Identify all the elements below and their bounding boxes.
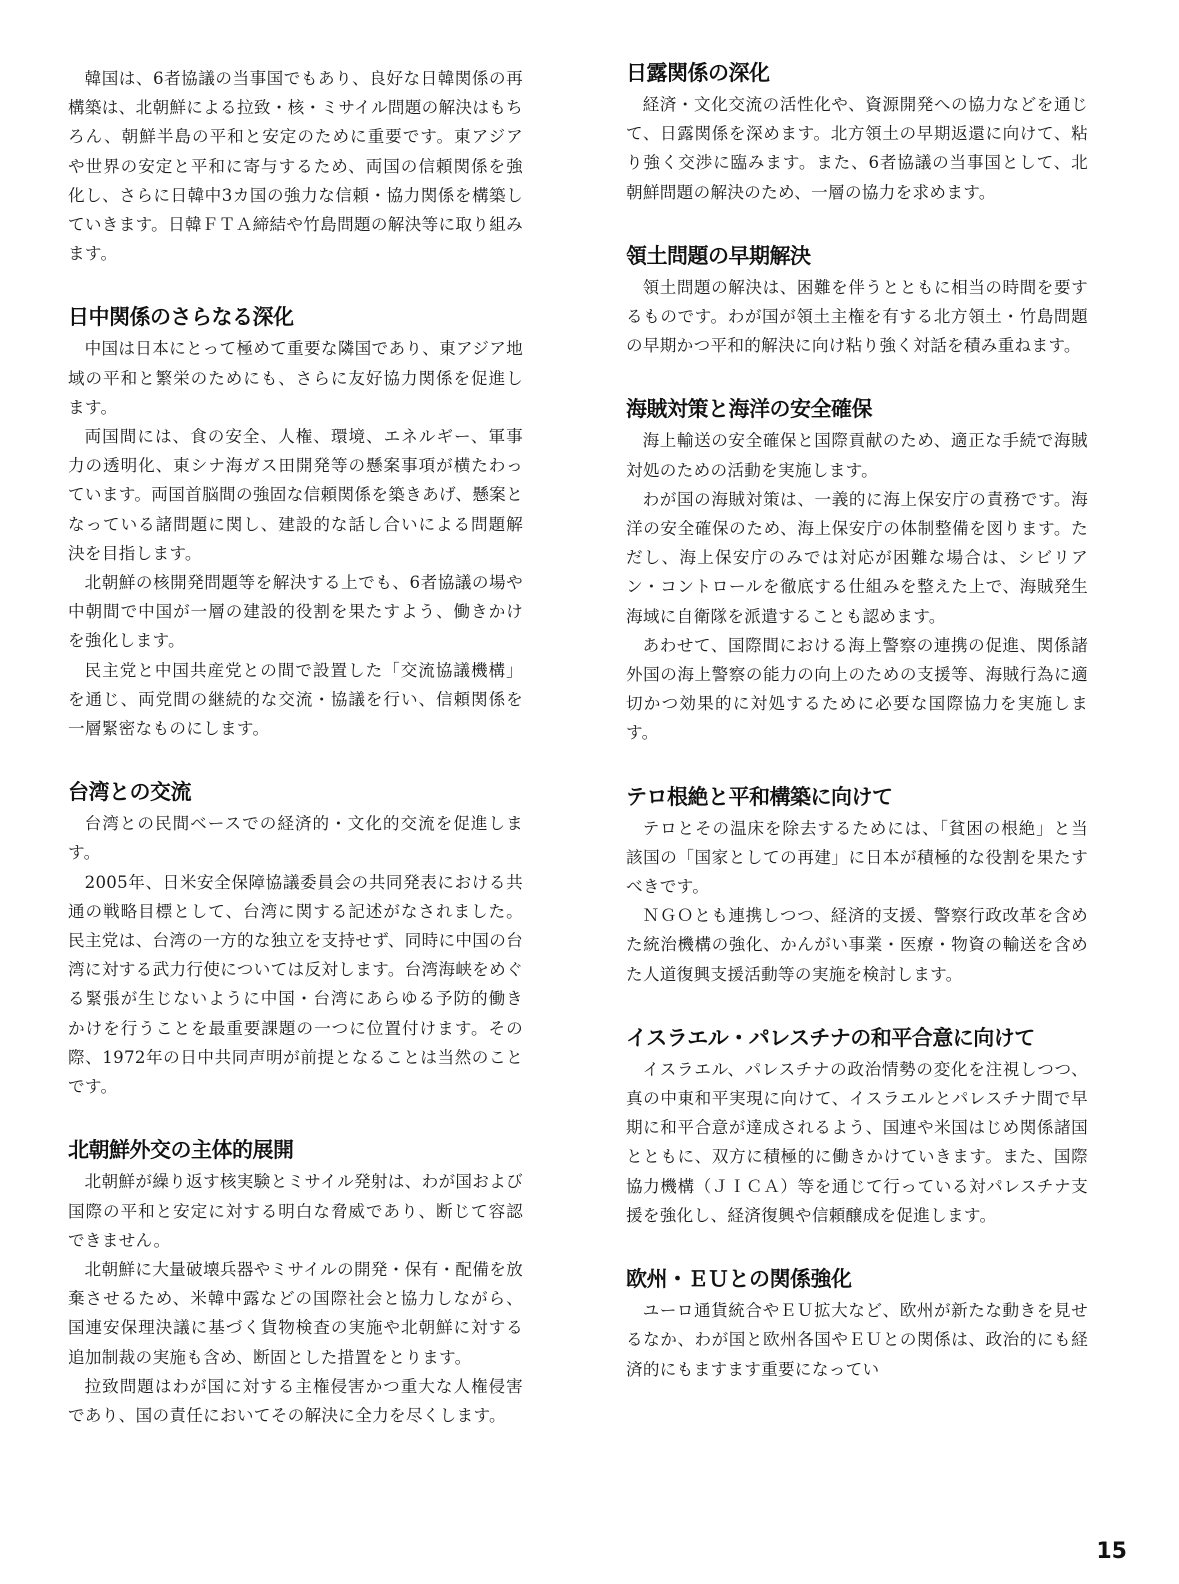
section-heading: 日露関係の深化 [626,61,770,85]
paragraph: 拉致問題はわが国に対する主権侵害かつ重大な人権侵害であり、国の責任においてその解決に全力を尽くします。 [68,1376,523,1425]
section-heading: 欧州・ＥＵとの関係強化 [626,1267,852,1292]
paragraph: 中国は日本にとって極めて重要な隣国であり、東アジア地域の平和と繁栄のためにも、さらに友好協力関係を促進します。 [68,339,523,417]
section-heading: イスラエル・パレスチナの和平合意に向けて [626,1025,1035,1050]
paragraph: ＮＧＯとも連携しつつ、経済的支援、警察行政改革を含めた統治機構の強化、かんがい事業・医療・物資の輸送を含めた人道復興支援活動等の実施を検討します。 [626,906,1088,984]
section-taiwan [68,777,523,1101]
section-terrorism [626,782,1088,989]
paragraph: 領土問題の解決は、困難を伴うとともに相当の時間を要するものです。わが国が領土主権を有する北方領土・竹島問題の早期かつ平和的解決に向け粘り強く対話を積み重ねます。 [626,277,1088,356]
section-territory [626,241,1088,361]
paragraph: 北朝鮮に大量破壊兵器やミサイルの開発・保有・配備を放棄させるため、米韓中露などの国際社会と協力しながら、国連安保理決議に基づく貨物検査の実施や北朝鮮に対する追加制裁の実施も含め、断固とした措置をとります。 [68,1259,523,1367]
paragraph: ユーロ通貨統合やＥＵ拡大など、欧州が新たな動きを見せるなか、わが国と欧州各国やＥＵとの関係は、政治的にも経済的にもますます重要になってい [626,1301,1088,1379]
section-heading: 台湾との交流 [68,780,191,805]
paragraph: 民主党と中国共産党との間で設置した「交流協議機構」を通じ、両党間の継続的な交流・協議を行い、信頼関係を一層緊密なものにします。 [68,660,523,739]
section-heading: 北朝鮮外交の主体的展開 [68,1138,294,1163]
paragraph: 韓国は、6者協議の当事国でもあり、良好な日韓関係の再構築は、北朝鮮による拉致・核・ミサイル問題の解決はもちろん、朝鮮半島の平和と安定のために重要です。東アジアや世界の安定と平和に寄与するため、両国の信頼関係を強化し、さらに日韓中3カ国の強力な信頼・協力関係を構築していきます。日韓ＦＴＡ締結や竹島問題の解決等に取り組みます。 [68,69,523,264]
paragraph: 北朝鮮の核開発問題等を解決する上でも、6者協議の場や中朝間で中国が一層の建設的役割を果たすよう、働きかけを強化します。 [68,573,523,651]
left-column [68,58,523,1464]
page-number: 15 [1096,1539,1127,1564]
section-japan-russia [626,58,1088,207]
paragraph: 両国間には、食の安全、人権、環境、エネルギー、軍事力の透明化、東シナ海ガス田開発等の懸案事項が横たわっています。両国首脳間の強固な信頼関係を築きあげ、懸案となっている諸問題に関し、建設的な話し合いによる問題解決を目指します。 [68,427,523,563]
paragraph: わが国の海賊対策は、一義的に海上保安庁の責務です。海洋の安全確保のため、海上保安庁の体制整備を図ります。ただし、海上保安庁のみでは対応が困難な場合は、シビリアン・コントロールを徹底する仕組みを整えた上で、海賊発生海域に自衛隊を派遣することも認めます。 [626,489,1088,626]
section-heading: 領土問題の早期解決 [626,243,811,268]
section-japan-china [68,302,523,743]
section-europe-eu [626,1264,1088,1384]
section-heading: 海賊対策と海洋の安全確保 [626,397,872,422]
paragraph: 海上輸送の安全確保と国際貢献のため、適正な手続で海賊対処のための活動を実施します。 [626,431,1088,480]
section-heading: 日中関係のさらなる深化 [68,305,294,330]
section-piracy [626,394,1088,747]
paragraph: 経済・文化交流の活性化や、資源開発への協力などを通じて、日露関係を深めます。北方領土の早期返還に向けて、粘り強く交渉に臨みます。また、6者協議の当事国として、北朝鮮問題の解決のため、一層の協力を求めます。 [626,95,1088,202]
paragraph: 2005年、日米安全保障協議委員会の共同発表における共通の戦略目標として、台湾に関する記述がなされました。民主党は、台湾の一方的な独立を支持せず、同時に中国の台湾に対する武力行使については反対します。台湾海峡をめぐる緊張が生じないように中国・台湾にあらゆる予防的働きかけを行うことを最重要課題の一つに位置付けます。その際、1972年の日中共同声明が前提となることは当然のことです。 [68,872,523,1097]
paragraph: あわせて、国際間における海上警察の連携の促進、関係諸外国の海上警察の能力の向上のための支援等、海賊行為に適切かつ効果的に対処するために必要な国際協力を実施します。 [626,635,1088,743]
paragraph: イスラエル、パレスチナの政治情勢の変化を注視しつつ、真の中東和平実現に向けて、イスラエルとパレスチナ間で早期に和平合意が達成されるよう、国連や米国はじめ関係諸国とともに、双方に積極的に働きかけていきます。また、国際協力機構（ＪＩＣＡ）等を通じて行っている対パレスチナ支援を強化し、経済復興や信頼醸成を促進します。 [626,1059,1088,1225]
paragraph: テロとその温床を除去するためには、「貧困の根絶」と当該国の「国家としての再建」に日本が積極的な役割を果たすべきです。 [626,818,1088,897]
section-heading: テロ根絶と平和構築に向けて [626,784,893,809]
section-israel-palestine [626,1023,1088,1230]
paragraph: 台湾との民間ベースでの経済的・文化的交流を促進します。 [68,814,523,863]
section-north-korea [68,1135,523,1430]
paragraph: 北朝鮮が繰り返す核実験とミサイル発射は、わが国および国際の平和と安定に対する明白な脅威であり、断じて容認できません。 [68,1172,523,1250]
section-korea [68,64,523,268]
right-column [626,58,1088,1418]
